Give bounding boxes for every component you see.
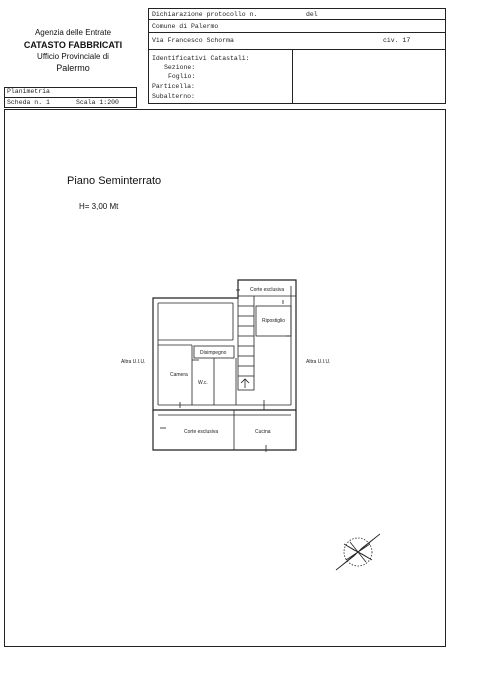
- ufficio-label: Ufficio Provinciale di: [37, 52, 109, 61]
- subalterno-label: Subalterno:: [152, 93, 195, 100]
- floor-height: H= 3,00 Mt: [79, 202, 119, 211]
- particella-label: Particella:: [152, 83, 195, 90]
- floor-title: Piano Seminterrato: [67, 175, 162, 187]
- room-label-corte-esclusiva-top: Corte esclusiva: [250, 287, 285, 293]
- room-label-altra-uiu-left: Altra U.I.U.: [121, 359, 146, 365]
- room-label-wc: W.c.: [198, 380, 208, 386]
- catasto-title: CATASTO FABBRICATI: [23, 40, 123, 50]
- foglio-label: Foglio:: [168, 73, 196, 80]
- room-label-camera: Camera: [170, 372, 188, 378]
- protocol-label: Dichiarazione protocollo n.: [152, 11, 258, 18]
- address-value: Via Francesco Schorma: [152, 37, 234, 44]
- identificativi-title: Identificativi Catastali:: [152, 55, 250, 62]
- protocol-date-label: del: [306, 11, 318, 18]
- room-label-corte-esclusiva-bottom: Corte esclusiva: [184, 429, 219, 435]
- city-name: Palermo: [56, 63, 90, 73]
- room-label-cucina: Cucina: [255, 429, 271, 435]
- sezione-label: Sezione:: [164, 64, 196, 71]
- comune-value: Comune di Palermo: [152, 23, 219, 30]
- north-arrow-icon: [336, 534, 380, 570]
- planimetria-label: Planimetria: [7, 88, 50, 95]
- scale-label: Scala 1:200: [76, 99, 119, 106]
- room-label-disimpegno: Disimpegno: [200, 350, 227, 356]
- civic-number: civ. 17: [383, 37, 411, 44]
- scheda-label: Scheda n. 1: [7, 99, 50, 106]
- room-label-ripostiglio: Ripostiglio: [262, 318, 286, 324]
- agency-name: Agenzia delle Entrate: [34, 28, 112, 37]
- room-label-altra-uiu-right: Altra U.I.U.: [306, 359, 331, 365]
